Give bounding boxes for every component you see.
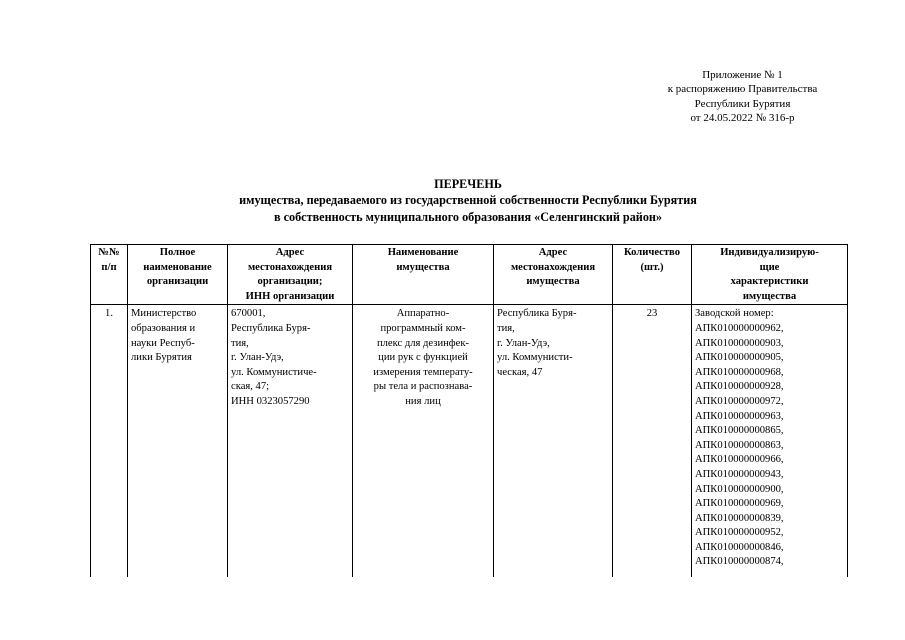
header-quantity: Количество (шт.) [613, 245, 692, 305]
cell-organization: Министерство образования и науки Респуб- лики Бурятия [128, 305, 228, 577]
cell-organization-address: 670001, Республика Буря- тия, г. Улан-Удэ, ул. Коммунистиче- ская, 47; ИНН 0323057290 [228, 305, 353, 577]
appendix-line: от 24.05.2022 № 316-р [690, 111, 795, 124]
appendix-note [640, 68, 845, 125]
appendix-line: Республики Бурятия [694, 97, 791, 110]
cell-characteristics: Заводской номер: АПК010000000962, АПК010000000903, АПК010000000905, АПК010000000968, АПК010000000928, АПК010000000972, АПК010000000963, АПК010000000865, АПК010000000863, АПК010000000966, АПК010000000943, АПК010000000900, АПК010000000969, АПК010000000839, АПК010000000952, АПК010000000846, АПК010000000874, [692, 305, 848, 577]
header-number: №№ п/п [91, 245, 128, 305]
title-line: имущества, передаваемого из государственной собственности Республики Бурятия [239, 193, 697, 208]
cell-number: 1. [91, 305, 128, 577]
cell-property-address: Республика Буря- тия, г. Улан-Удэ, ул. Коммунисти- ческая, 47 [494, 305, 613, 577]
title-heading: ПЕРЕЧЕНЬ [434, 177, 502, 191]
title-line: в собственность муниципального образования «Селенгинский район» [273, 209, 663, 224]
header-characteristics: Индивидуализирую- щие характеристики имущества [692, 245, 848, 305]
appendix-line: Приложение № 1 [702, 69, 783, 81]
cell-quantity: 23 [613, 305, 692, 577]
table-header-row [91, 245, 848, 305]
cell-property-name: Аппаратно- программный ком- плекс для дезинфек- ции рук с функцией измерения температу- ры тела и распознава- ния лиц [353, 305, 494, 577]
header-property-address: Адрес местонахождения имущества [494, 245, 613, 305]
document-title [90, 176, 846, 225]
property-table [90, 244, 848, 577]
header-organization: Полное наименование организации [128, 245, 228, 305]
table-row [91, 305, 848, 577]
header-organization-address: Адрес местонахождения организации; ИНН организации [228, 245, 353, 305]
appendix-line: к распоряжению Правительства [667, 83, 818, 96]
header-property-name: Наименование имущества [353, 245, 494, 305]
